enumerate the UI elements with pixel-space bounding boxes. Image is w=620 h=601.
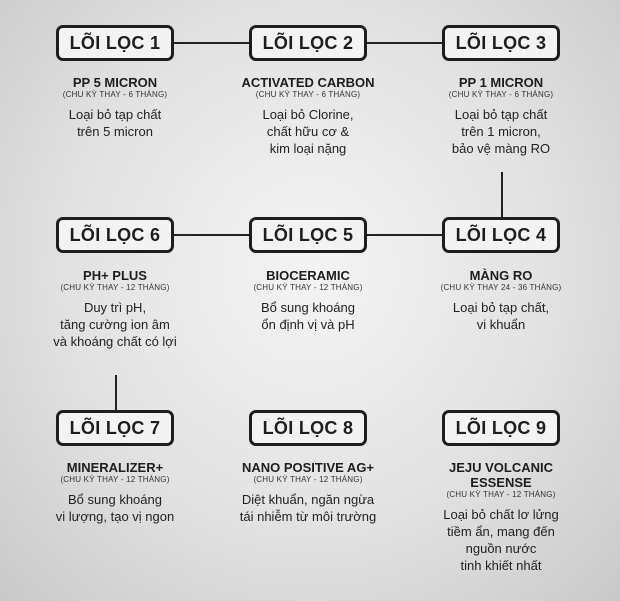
filter-1-info <box>20 75 210 140</box>
filter-2-label: LÕI LỌC 2 <box>249 25 367 61</box>
filter-8-desc: Diệt khuẩn, ngăn ngừa tái nhiễm từ môi trường <box>239 492 377 524</box>
filter-6-info <box>20 268 210 350</box>
filter-8-label: LÕI LỌC 8 <box>249 410 367 446</box>
filter-4-title: MÀNG RO <box>469 268 533 283</box>
filter-5-desc: Bổ sung khoáng ổn định vị và pH <box>261 300 355 332</box>
filter-7-title: MINERALIZER+ <box>66 460 164 475</box>
filter-1-desc: Loại bỏ tạp chất trên 5 micron <box>68 107 162 139</box>
filter-5-title: BIOCERAMIC <box>266 268 350 283</box>
filter-2-cycle: (CHU KỲ THAY - 6 THÁNG) <box>255 90 361 99</box>
filter-7-info <box>20 460 210 525</box>
filter-8-title: NANO POSITIVE AG+ <box>241 460 375 475</box>
filter-4-label: LÕI LỌC 4 <box>442 217 560 253</box>
filter-3-title: PP 1 MICRON <box>458 75 544 90</box>
filter-1-label: LÕI LỌC 1 <box>56 25 174 61</box>
filter-8-cycle: (CHU KỲ THAY - 12 THÁNG) <box>253 475 363 484</box>
filter-5-info <box>213 268 403 333</box>
filter-4-desc: Loại bỏ tạp chất, vi khuẩn <box>452 300 550 332</box>
filter-8-info <box>213 460 403 525</box>
filter-7-desc: Bổ sung khoáng vi lượng, tạo vị ngon <box>55 492 175 524</box>
filter-5-cycle: (CHU KỲ THAY - 12 THÁNG) <box>253 283 363 292</box>
filter-7-label: LÕI LỌC 7 <box>56 410 174 446</box>
filter-3-cycle: (CHU KỲ THAY - 6 THÁNG) <box>448 90 554 99</box>
filter-9-title: JEJU VOLCANIC <box>448 460 554 475</box>
filter-4-info <box>406 268 596 333</box>
filter-9-info <box>406 460 596 574</box>
filter-6-label: LÕI LỌC 6 <box>56 217 174 253</box>
filter-6-title: PH+ PLUS <box>83 268 147 283</box>
filter-2-title: ACTIVATED CARBON <box>241 75 375 90</box>
filter-9-title-line2: ESSENSE <box>470 475 532 490</box>
filter-3-info <box>406 75 596 157</box>
filter-5-label: LÕI LỌC 5 <box>249 217 367 253</box>
filter-3-desc: Loại bỏ tạp chất trên 1 micron, bảo vệ màng RO <box>451 107 551 156</box>
filter-1-cycle: (CHU KỲ THAY - 6 THÁNG) <box>62 90 168 99</box>
filter-1-title: PP 5 MICRON <box>72 75 158 90</box>
filter-4-cycle: (CHU KỲ THAY 24 - 36 THÁNG) <box>440 283 562 292</box>
filter-2-desc: Loại bỏ Clorine, chất hữu cơ & kim loại nặng <box>262 107 354 156</box>
filter-6-cycle: (CHU KỲ THAY - 12 THÁNG) <box>60 283 170 292</box>
filter-3-label: LÕI LỌC 3 <box>442 25 560 61</box>
filter-9-desc: Loại bỏ chất lơ lửng tiềm ẩn, mang đến nguồn nước tinh khiết nhất <box>443 507 559 573</box>
filter-7-cycle: (CHU KỲ THAY - 12 THÁNG) <box>60 475 170 484</box>
filter-9-cycle: (CHU KỲ THAY - 12 THÁNG) <box>446 490 556 499</box>
filter-6-desc: Duy trì pH, tăng cường ion âm và khoáng chất có lợi <box>53 300 177 349</box>
filter-9-label: LÕI LỌC 9 <box>442 410 560 446</box>
filter-2-info <box>213 75 403 157</box>
